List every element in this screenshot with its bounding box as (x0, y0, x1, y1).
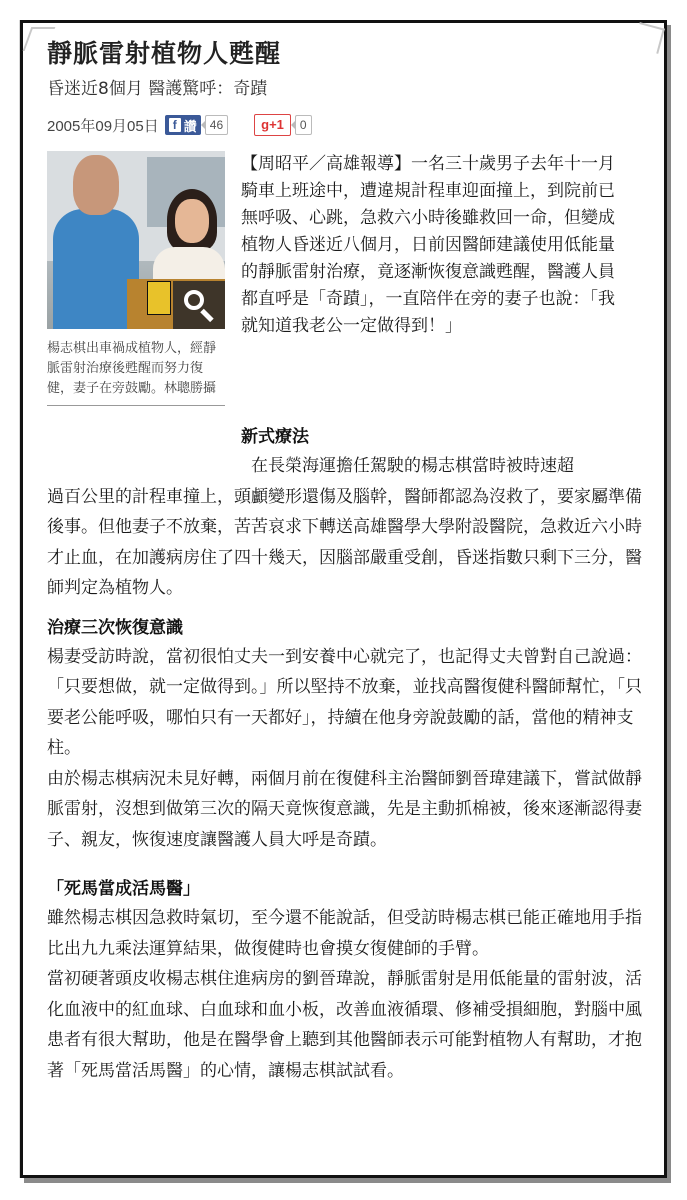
clipping-frame (20, 20, 667, 1178)
article (47, 37, 644, 1086)
publish-date: 2005年09月05日 (47, 117, 159, 135)
photo-caption: 楊志棋出車禍成植物人，經靜脈雷射治療後甦醒而努力復健，妻子在旁鼓勵。林聰勝攝 (47, 339, 225, 406)
article-subtitle: 昏迷近8個月 醫護驚呼：奇蹟 (47, 79, 268, 99)
google-plus-count: 0 (295, 115, 312, 135)
section1-first-line: 在長榮海運擔任駕駛的楊志棋當時被時速超 (217, 456, 574, 476)
lead-block (47, 151, 644, 423)
photo-man-head (73, 155, 119, 215)
section-heading: 治療三次恢復意識 (47, 617, 183, 638)
section3-paragraph: 雖然楊志棋因急救時氣切，至今還不能說話，但受訪時楊志棋已能正確地用手指比出九九乘法運算結果，做復健時也會摸女復健師的手臂。 (47, 908, 642, 959)
article-meta (47, 113, 644, 137)
lead-paragraph: 【周昭平／高雄報導】一名三十歲男子去年十一月騎車上班途中，遭違規計程車迎面撞上，到院前已無呼吸、心跳，急救六小時後雖救回一命，但變成植物人昏迷近八個月，日前因醫師建議使用低能量的靜脈雷射治療，竟逐漸恢復意識甦醒，醫護人員都直呼是「奇蹟」，一直陪伴在旁的妻子也說：「我就知道我老公一定做得到！」 (241, 154, 615, 336)
photo-woman-face (175, 199, 209, 243)
section2-paragraph: 楊妻受訪時說，當初很怕丈夫一到安養中心就完了，也記得丈夫曾對自己說過：「只要想做，就一定做得到。」所以堅持不放棄，並找高醫復健科醫師幫忙，「只要老公能呼吸，哪怕只有一天都好」，持續在他身旁說鼓勵的話，當他的精神支柱。 (47, 646, 642, 758)
photo-box (47, 151, 225, 406)
gplus-label: +1 (269, 117, 284, 132)
magnifier-icon (184, 290, 204, 310)
article-photo[interactable] (47, 151, 225, 329)
gplus-icon: g (261, 117, 270, 132)
section-heading: 「死馬當成活馬醫」 (47, 879, 200, 899)
section1-body: 過百公里的計程車撞上，頭顱變形還傷及腦幹，醫師都認為沒救了，要家屬準備後事。但他妻子不放棄，苦苦哀求下轉送高雄醫學大學附設醫院，急救近六小時才止血，在加護病房住了四十幾天，因腦部嚴重受創，昏迷指數只剩下三分，醫師判定為植物人。 (47, 486, 642, 598)
magnifier-handle (200, 309, 213, 322)
photo-can (147, 281, 171, 315)
section2-paragraph: 由於楊志棋病況未見好轉，兩個月前在復健科主治醫師劉晉瑋建議下，嘗試做靜脈雷射，沒想到做第三次的隔天竟恢復意識，先是主動抓棉被，後來逐漸認得妻子、親友，恢復速度讓醫護人員大呼是奇蹟。 (47, 768, 642, 850)
article-title: 靜脈雷射植物人甦醒 (47, 39, 282, 68)
facebook-like-count: 46 (205, 115, 228, 135)
google-plus-button[interactable] (254, 114, 291, 136)
facebook-like-button[interactable] (165, 115, 201, 135)
facebook-icon: f (169, 118, 181, 132)
section3-paragraph: 當初硬著頭皮收楊志棋住進病房的劉晉瑋說，靜脈雷射是用低能量的雷射波，活化血液中的紅血球、白血球和血小板，改善血液循環、修補受損細胞，對腦中風患者有很大幫助，他是在醫學會上聽到其他醫師表示可能對植物人有幫助，才抱著「死馬當活馬醫」的心情，讓楊志棋試試看。 (47, 969, 642, 1081)
facebook-like-label: 讚 (183, 118, 197, 134)
zoom-button[interactable] (173, 281, 225, 329)
section-heading: 新式療法 (241, 427, 309, 447)
